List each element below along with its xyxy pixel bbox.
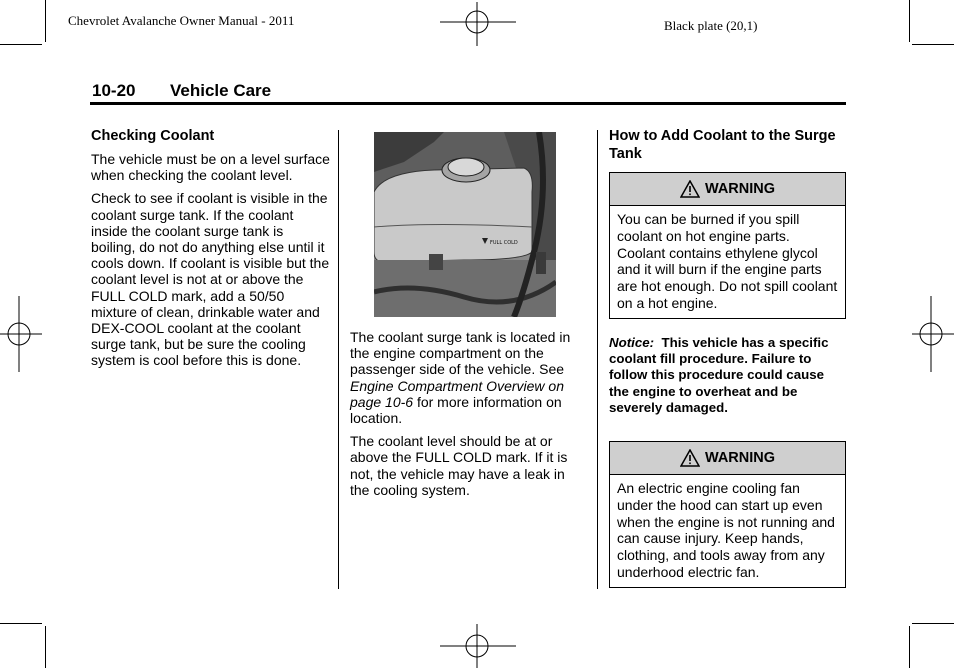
running-header-title: Chevrolet Avalanche Owner Manual - 2011	[68, 13, 295, 28]
crop-mark	[0, 44, 42, 45]
column-left	[91, 127, 331, 376]
column-divider	[597, 130, 598, 589]
crop-mark	[45, 0, 46, 42]
heading-checking-coolant: Checking Coolant	[91, 128, 215, 144]
header-rule	[90, 102, 846, 105]
heading-add-coolant: How to Add Coolant to the Surge Tank	[609, 128, 836, 162]
paragraph-text: The coolant surge tank is located in the engine compartment on the passenger side of the vehicle. See	[350, 329, 571, 378]
paragraph: The coolant level should be at or above the FULL COLD mark. If it is not, the vehicle may have a leak in the cooling system.	[350, 433, 568, 498]
coolant-surge-tank-image	[374, 132, 556, 317]
notice-text: This vehicle has a specific coolant fill procedure. Failure to follow this procedure could cause the engine to overheat and be severely damaged.	[609, 335, 829, 415]
warning-header	[610, 442, 845, 475]
warning-text: An electric engine cooling fan under the hood can start up even when the engine is not running and can cause injury. Keep hands, clothing, and tools away from any underhood electric fan.	[617, 480, 835, 580]
paragraph-text: for more information on location.	[350, 393, 562, 427]
section-header	[92, 81, 271, 101]
running-header-plate: Black plate (20,1)	[664, 18, 758, 33]
registration-mark-icon	[0, 296, 42, 372]
notice-block	[609, 335, 845, 416]
registration-mark-icon	[440, 624, 516, 668]
registration-mark-icon	[440, 2, 516, 46]
warning-label: WARNING	[704, 181, 776, 197]
paragraph	[350, 329, 586, 426]
crop-mark	[909, 0, 910, 42]
warning-header	[610, 173, 845, 206]
full-cold-mark-label: FULL COLD	[490, 240, 518, 246]
registration-mark-icon	[912, 296, 954, 372]
column-middle	[350, 329, 586, 505]
crop-mark	[0, 623, 42, 624]
warning-triangle-icon	[680, 449, 700, 467]
notice-label: Notice:	[609, 335, 655, 350]
crop-mark	[909, 626, 910, 668]
cross-reference-link[interactable]: Engine Compartment Overview on page 10-6	[350, 377, 564, 410]
warning-label: WARNING	[704, 450, 776, 466]
paragraph: The vehicle must be on a level surface when checking the coolant level.	[91, 151, 330, 184]
column-divider	[338, 130, 339, 589]
section-number: 10-20	[92, 81, 136, 100]
crop-mark	[45, 626, 46, 668]
warning-text: You can be burned if you spill coolant on hot engine parts. Coolant contains ethylene glycol and it will burn if the engine parts are hot enough. Do not spill coolant on a hot engine.	[617, 211, 838, 311]
warning-box-fan	[609, 441, 846, 588]
crop-mark	[912, 44, 954, 45]
paragraph: Check to see if coolant is visible in the coolant surge tank. If the coolant inside the coolant surge tank is boiling, do not do anything else until it cools down. If coolant is visible but the coolant level is not at or above the FULL COLD mark, add a 50/50 mixture of clean, drinkable water and DEX-COOL coolant at the coolant surge tank, but be sure the cooling system is cool before this is done.	[91, 190, 330, 369]
crop-mark	[912, 623, 954, 624]
section-title: Vehicle Care	[170, 81, 272, 100]
column-right	[609, 127, 845, 169]
warning-triangle-icon	[680, 180, 700, 198]
warning-box-burn	[609, 172, 846, 319]
